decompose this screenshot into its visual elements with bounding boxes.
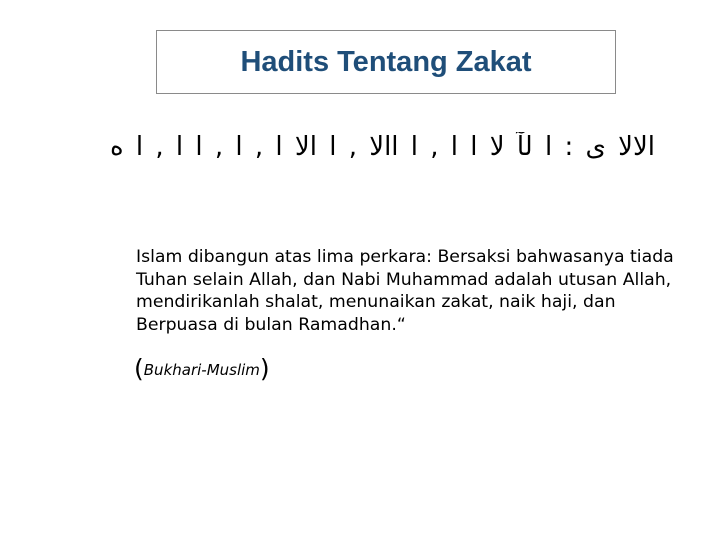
slide-title: Hadits Tentang Zakat xyxy=(240,45,532,78)
title-box xyxy=(156,30,616,94)
source-open-paren: ( xyxy=(134,354,144,383)
source-name: Bukhari-Muslim xyxy=(143,361,260,379)
arabic-hadith-text: الالا ى : ا لآ لا ا ا , ا االا , ا اﻻ ا , ا , ا ا , ا ﻩ xyxy=(110,132,655,162)
source-close-paren: ) xyxy=(259,354,270,383)
hadith-translation: Islam dibangun atas lima perkara: Bersaksi bahwasanya tiada Tuhan selain Allah, dan Nabi Muhammad adalah utusan Allah, mendirikanlah shalat, menunaikan zakat, naik haji, dan Berpuasa di bulan Ramadhan.“ xyxy=(136,247,674,335)
hadith-source xyxy=(134,354,270,383)
